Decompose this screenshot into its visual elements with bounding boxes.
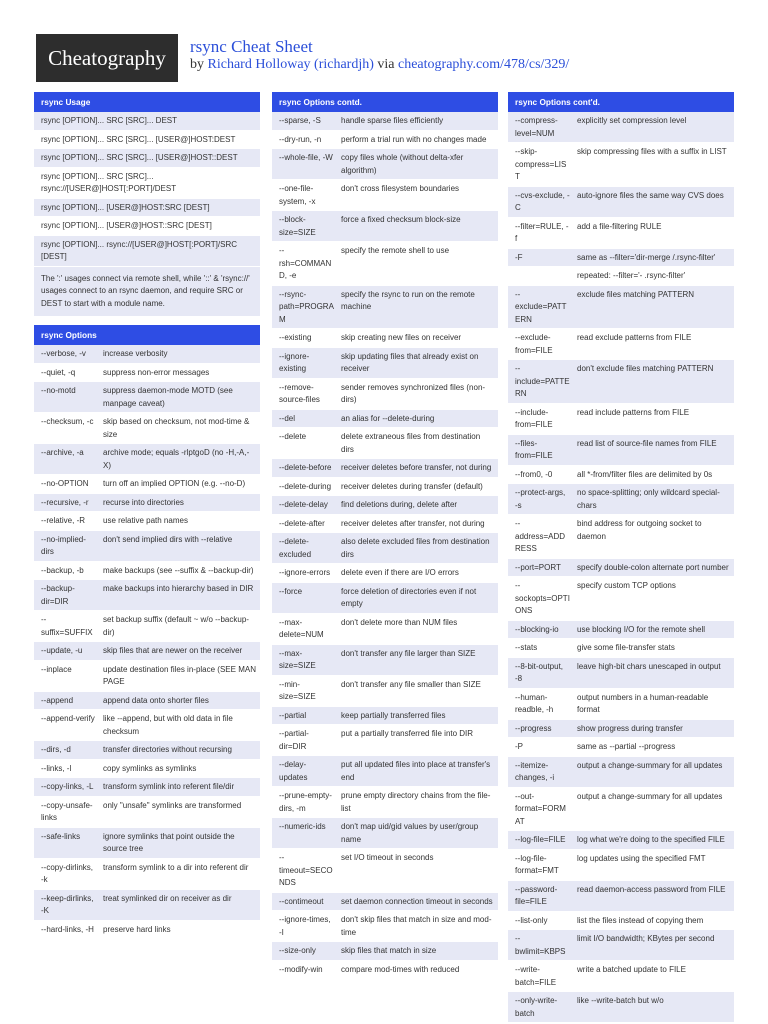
table-row: [272, 112, 498, 130]
option-name: --no-motd: [41, 386, 76, 395]
option-description: give some file-transfer stats: [577, 643, 675, 652]
table-row: [508, 515, 734, 559]
option-description: write a batched update to FILE: [577, 965, 686, 974]
option-description: ignore symlinks that point outside the source tree: [103, 831, 235, 853]
section-title-options-contd-2: rsync Options cont'd.: [508, 92, 734, 112]
table-row: [34, 778, 260, 797]
option-description: make backups (see --suffix & --backup-dir): [103, 565, 254, 575]
option-name: --copy-unsafe-links: [41, 800, 93, 822]
option-description: delete extraneous files from destination dirs: [341, 432, 481, 454]
option-description: update destination files in-place (SEE MAN PAGE: [103, 664, 256, 686]
table-row: [272, 911, 498, 942]
option-name: --no-implied-dirs: [41, 534, 86, 556]
table-row: [34, 345, 260, 363]
table-row: [272, 378, 498, 409]
option-description: skip compressing files with a suffix in LIST: [577, 147, 727, 156]
usage-syntax: rsync [OPTION]... [USER@]HOST:SRC [DEST]: [41, 202, 210, 212]
page-header: [36, 34, 736, 82]
option-description: perform a trial run with no changes made: [341, 134, 487, 144]
option-name: --ignore-existing: [279, 351, 310, 373]
option-name: --stats: [515, 643, 538, 652]
table-row: [272, 180, 498, 211]
option-name: --one-file-system, -x: [279, 184, 316, 206]
section-title-options-contd: rsync Options contd.: [272, 92, 498, 112]
option-description: use relative path names: [103, 516, 188, 525]
option-description: explicitly set compression level: [577, 116, 687, 125]
table-row: [34, 741, 260, 760]
table-row: [508, 620, 734, 639]
option-name: --progress: [515, 723, 552, 733]
table-row: [508, 961, 734, 992]
table-row: [34, 475, 260, 494]
table-row: [34, 796, 260, 827]
option-description: bind address for outgoing socket to daemon: [577, 519, 702, 541]
option-description: specify the rsync to run on the remote machine: [341, 289, 475, 311]
table-row: [272, 582, 498, 613]
table-row: [34, 493, 260, 512]
option-description: increase verbosity: [103, 349, 168, 358]
option-description: treat symlinked dir on receiver as dir: [103, 893, 232, 903]
table-row: [272, 675, 498, 706]
usage-syntax: rsync [OPTION]... [USER@]HOST::SRC [DEST]: [41, 221, 212, 230]
table-row: [34, 642, 260, 661]
option-name: --update, -u: [41, 646, 83, 655]
option-name: --inplace: [41, 664, 72, 674]
option-name: --delete: [279, 432, 307, 441]
option-name: --delete-during: [279, 481, 332, 491]
table-row: [272, 706, 498, 725]
option-name: --safe-links: [41, 831, 81, 841]
table-row: [34, 217, 260, 236]
usage-syntax: rsync [OPTION]... SRC [SRC]... rsync://[USER@]HOST[:PORT]/DEST: [41, 171, 177, 193]
option-name: --append: [41, 695, 74, 705]
table-row: [272, 892, 498, 911]
option-description: don't transfer any file smaller than SIZE: [341, 679, 481, 689]
table-row: [272, 428, 498, 459]
option-name: --address=ADDRESS: [515, 519, 566, 553]
option-description: skip files that match in size: [341, 946, 437, 955]
option-name: --whole-file, -W: [279, 153, 333, 162]
option-name: --backup, -b: [41, 565, 84, 575]
option-description: list the files instead of copying them: [577, 915, 704, 925]
option-name: --only-write-batch: [515, 996, 558, 1018]
table-row: [272, 849, 498, 893]
option-description: transform symlink into referent file/dir: [103, 782, 235, 791]
table-row: [272, 211, 498, 242]
table-row: [34, 112, 260, 130]
table-row: [272, 149, 498, 180]
option-description: compare mod-times with reduced: [341, 964, 460, 974]
option-name: --skip-compress=LIST: [515, 147, 567, 181]
table-row: [272, 329, 498, 348]
option-name: --existing: [279, 333, 312, 342]
byline: [190, 57, 569, 73]
option-description: set I/O timeout in seconds: [341, 853, 434, 862]
option-description: limit I/O bandwidth; KBytes per second: [577, 934, 715, 943]
author-link[interactable]: Richard Holloway (richardjh): [207, 57, 374, 72]
usage-syntax: rsync [OPTION]... SRC [SRC]... DEST: [41, 116, 178, 125]
table-row: [508, 719, 734, 738]
table-row: [34, 413, 260, 444]
table-row: [272, 477, 498, 496]
option-name: --copy-links, -L: [41, 782, 94, 791]
table-row: [34, 561, 260, 580]
option-name: --links, -l: [41, 763, 72, 773]
table-row: [34, 759, 260, 778]
table-row: [34, 691, 260, 710]
table-row: [508, 639, 734, 658]
table-row: [272, 242, 498, 286]
option-description: all *-from/filter files are delimited by 0s: [577, 469, 713, 479]
option-description: read exclude patterns from FILE: [577, 333, 692, 342]
table-row: [34, 530, 260, 561]
option-description: append data onto shorter files: [103, 695, 209, 705]
option-description: use blocking I/O for the remote shell: [577, 624, 706, 634]
option-description: output a change-summary for all updates: [577, 760, 723, 770]
usage-note: The ':' usages connect via remote shell, while '::' & 'rsync://' usages connect to an rsync daemon, and require SRC or DEST to start with a module name.: [34, 267, 260, 317]
option-name: --delete-excluded: [279, 537, 312, 559]
option-name: --size-only: [279, 946, 316, 955]
option-description: don't transfer any file larger than SIZE: [341, 648, 476, 658]
table-row: [508, 217, 734, 248]
option-name: --exclude-from=FILE: [515, 333, 553, 355]
option-name: --include-from=FILE: [515, 407, 553, 429]
table-row: [34, 363, 260, 382]
option-name: -P: [515, 742, 523, 751]
option-description: don't cross filesystem boundaries: [341, 184, 460, 193]
table-row: [508, 831, 734, 850]
table-row: [508, 577, 734, 621]
option-description: skip based on checksum, not mod-time & size: [103, 417, 250, 439]
option-name: --human-readble, -h: [515, 692, 554, 714]
option-description: also delete excluded files from destination dirs: [341, 537, 490, 559]
table-row: [508, 880, 734, 911]
table-row: [508, 930, 734, 961]
table-row: [508, 329, 734, 360]
option-description: transform symlink to a dir into referent dir: [103, 862, 249, 872]
option-name: --verbose, -v: [41, 349, 86, 358]
column-2: [272, 92, 498, 1024]
table-row: [34, 198, 260, 217]
option-description: don't send implied dirs with --relative: [103, 534, 233, 544]
table-row: [34, 858, 260, 889]
table-row: [272, 409, 498, 428]
option-name: --dirs, -d: [41, 745, 71, 754]
option-description: log what we're doing to the specified FILE: [577, 835, 725, 844]
option-description: make backups into hierarchy based in DIR: [103, 584, 254, 593]
option-description: force deletion of directories even if not empty: [341, 586, 477, 608]
option-description: same as --filter='dir-merge /.rsync-filter': [577, 252, 716, 262]
table-row: [508, 143, 734, 187]
option-description: repeated: --filter='- .rsync-filter': [577, 271, 686, 280]
option-description: suppress non-error messages: [103, 367, 210, 377]
option-description: like --append, but with old data in file checksum: [103, 714, 233, 736]
table-row: [508, 267, 734, 286]
table-row: [272, 564, 498, 583]
option-name: --out-format=FORMAT: [515, 791, 566, 826]
option-name: --compress-level=NUM: [515, 116, 558, 138]
option-name: --files-from=FILE: [515, 438, 553, 460]
option-description: auto-ignore files the same way CVS does: [577, 190, 724, 200]
page-title: rsync Cheat Sheet: [190, 37, 313, 56]
option-description: receiver deletes after transfer, not during: [341, 518, 485, 528]
usage-syntax: rsync [OPTION]... SRC [SRC]... [USER@]HOST::DEST: [41, 153, 238, 162]
option-description: an alias for --delete-during: [341, 413, 435, 423]
option-description: don't exclude files matching PATTERN: [577, 364, 714, 373]
table-row: [34, 611, 260, 642]
option-description: exclude files matching PATTERN: [577, 289, 695, 299]
option-description: show progress during transfer: [577, 723, 683, 733]
option-description: set daemon connection timeout in seconds: [341, 896, 493, 906]
option-name: --suffix=SUFFIX: [41, 615, 93, 637]
table-row: [508, 657, 734, 688]
option-description: set backup suffix (default ~ w/o --backup-dir): [103, 615, 249, 637]
option-name: --ignore-errors: [279, 568, 331, 577]
table-row: [272, 459, 498, 478]
option-name: --from0, -0: [515, 469, 553, 479]
option-description: read include patterns from FILE: [577, 407, 690, 417]
option-name: --log-file=FILE: [515, 835, 566, 844]
option-name: --prune-empty-dirs, -m: [279, 791, 332, 813]
table-row: [272, 787, 498, 818]
option-name: --partial-dir=DIR: [279, 729, 309, 751]
usage-table: [34, 112, 260, 267]
option-description: suppress daemon-mode MOTD (see manpage caveat): [103, 386, 233, 408]
table-row: [34, 580, 260, 611]
option-description: don't skip files that match in size and mod-time: [341, 915, 492, 937]
column-1: [34, 92, 260, 1024]
option-description: put a partially transferred file into DIR: [341, 729, 474, 738]
table-row: [508, 285, 734, 329]
table-row: [34, 130, 260, 149]
option-name: --append-verify: [41, 714, 95, 723]
sheet-url-link[interactable]: cheatography.com/478/cs/329/: [398, 57, 570, 72]
option-name: --backup-dir=DIR: [41, 584, 75, 606]
option-name: --write-batch=FILE: [515, 965, 557, 987]
option-name: --quiet, -q: [41, 367, 76, 377]
table-row: [34, 382, 260, 413]
option-description: find deletions during, delete after: [341, 500, 458, 509]
option-description: read daemon-access password from FILE: [577, 884, 726, 894]
table-row: [508, 558, 734, 577]
option-name: --numeric-ids: [279, 822, 326, 831]
option-name: --list-only: [515, 915, 548, 925]
option-description: skip creating new files on receiver: [341, 333, 462, 342]
column-3: [508, 92, 734, 1024]
option-description: only "unsafe" symlinks are transformed: [103, 800, 242, 810]
option-name: --password-file=FILE: [515, 884, 558, 906]
section-title-options: rsync Options: [34, 325, 260, 345]
option-description: no space-splitting; only wildcard special-chars: [577, 488, 720, 510]
table-row: [34, 512, 260, 531]
table-row: [272, 285, 498, 329]
option-name: -F: [515, 252, 523, 262]
table-row: [508, 688, 734, 719]
table-row: [508, 112, 734, 143]
option-name: --cvs-exclude, -C: [515, 190, 570, 212]
option-name: --ignore-times, -I: [279, 915, 331, 937]
option-name: --relative, -R: [41, 516, 86, 525]
option-name: --rsync-path=PROGRAM: [279, 289, 334, 324]
table-row: [508, 360, 734, 404]
table-row: [34, 920, 260, 939]
option-name: --force: [279, 586, 303, 596]
option-name: --min-size=SIZE: [279, 679, 316, 701]
table-row: [508, 756, 734, 787]
option-description: specify the remote shell to use: [341, 246, 450, 255]
table-row: [508, 403, 734, 434]
table-row: [272, 725, 498, 756]
option-name: --itemize-changes, -i: [515, 760, 555, 782]
option-name: --no-OPTION: [41, 479, 89, 488]
table-row: [34, 889, 260, 920]
option-description: same as --partial --progress: [577, 742, 676, 751]
table-row: [272, 960, 498, 979]
option-description: preserve hard links: [103, 924, 171, 934]
table-row: [34, 444, 260, 475]
table-row: [272, 533, 498, 564]
option-description: add a file-filtering RULE: [577, 221, 662, 231]
table-row: [508, 992, 734, 1023]
option-name: --delete-after: [279, 518, 325, 528]
option-name: --delete-delay: [279, 500, 328, 509]
options-table: [34, 345, 260, 939]
table-row: [508, 787, 734, 831]
option-name: --exclude=PATTERN: [515, 289, 567, 324]
option-name: --log-file-format=FMT: [515, 853, 559, 875]
table-row: [34, 167, 260, 198]
option-description: force a fixed checksum block-size: [341, 215, 461, 224]
option-name: --bwlimit=KBPS: [515, 934, 566, 956]
option-description: prune empty directory chains from the file-list: [341, 791, 491, 813]
table-row: [272, 644, 498, 675]
option-description: leave high-bit chars unescaped in output: [577, 661, 721, 671]
option-description: copy files whole (without delta-xfer algorithm): [341, 153, 464, 175]
table-row: [272, 818, 498, 849]
option-description: delete even if there are I/O errors: [341, 568, 459, 577]
table-row: [272, 514, 498, 533]
option-name: --filter=RULE, -f: [515, 221, 569, 243]
table-row: [272, 130, 498, 149]
option-name: --include=PATTERN: [515, 364, 570, 398]
option-name: --blocking-io: [515, 624, 559, 634]
option-description: copy symlinks as symlinks: [103, 763, 197, 773]
option-name: --delay-updates: [279, 760, 308, 782]
byline-via: via: [373, 57, 398, 72]
option-description: put all updated files into place at transfer's end: [341, 760, 491, 782]
option-name: --recursive, -r: [41, 497, 89, 507]
option-name: --rsh=COMMAND, -e: [279, 246, 332, 280]
option-name: --block-size=SIZE: [279, 215, 316, 237]
option-description: skip files that are newer on the receiver: [103, 646, 243, 655]
option-name: --del: [279, 413, 296, 423]
table-row: [508, 186, 734, 217]
cheatography-logo[interactable]: Cheatography: [36, 34, 178, 82]
options-contd-table: [272, 112, 498, 979]
table-row: [272, 496, 498, 515]
table-row: [34, 660, 260, 691]
option-name: --remove-source-files: [279, 382, 320, 404]
table-row: [272, 613, 498, 644]
option-description: read list of source-file names from FILE: [577, 438, 717, 448]
option-name: --partial: [279, 710, 307, 720]
table-row: [508, 484, 734, 515]
table-row: [508, 849, 734, 880]
option-description: skip updating files that already exist on receiver: [341, 351, 479, 373]
table-row: [508, 911, 734, 930]
option-name: --sockopts=OPTIONS: [515, 581, 570, 615]
table-row: [34, 710, 260, 741]
option-description: log updates using the specified FMT: [577, 853, 706, 863]
option-description: receiver deletes before transfer, not during: [341, 463, 492, 472]
option-name: --copy-dirlinks, -k: [41, 862, 94, 884]
table-row: [34, 149, 260, 168]
table-row: [34, 235, 260, 266]
table-row: [508, 434, 734, 465]
option-description: output a change-summary for all updates: [577, 791, 723, 801]
usage-syntax: rsync [OPTION]... SRC [SRC]... [USER@]HOST:DEST: [41, 134, 236, 144]
option-description: don't delete more than NUM files: [341, 617, 458, 627]
option-name: [508, 267, 574, 286]
option-description: recurse into directories: [103, 497, 184, 507]
option-description: sender removes synchronized files (non-dirs): [341, 382, 486, 404]
table-row: [34, 827, 260, 858]
option-description: output numbers in a human-readable format: [577, 692, 709, 714]
option-name: --contimeout: [279, 896, 324, 906]
option-name: --keep-dirlinks, -K: [41, 893, 94, 915]
table-row: [272, 347, 498, 378]
table-row: [272, 756, 498, 787]
option-name: --8-bit-output, -8: [515, 661, 564, 683]
option-description: specify custom TCP options: [577, 581, 676, 590]
option-description: transfer directories without recursing: [103, 745, 232, 754]
table-row: [508, 248, 734, 267]
usage-syntax: rsync [OPTION]... rsync://[USER@]HOST[:PORT]/SRC [DEST]: [41, 239, 237, 261]
option-description: receiver deletes during transfer (default): [341, 481, 483, 491]
option-name: --archive, -a: [41, 448, 84, 457]
option-name: --max-size=SIZE: [279, 648, 316, 670]
option-name: --hard-links, -H: [41, 924, 94, 934]
option-name: --dry-run, -n: [279, 134, 322, 144]
option-description: turn off an implied OPTION (e.g. --no-D): [103, 479, 246, 488]
option-description: keep partially transferred files: [341, 710, 446, 720]
options-contd-2-table: [508, 112, 734, 1023]
table-row: [508, 465, 734, 484]
option-name: --sparse, -S: [279, 116, 321, 125]
option-name: --max-delete=NUM: [279, 617, 324, 639]
option-name: --timeout=SECONDS: [279, 853, 333, 887]
option-description: handle sparse files efficiently: [341, 116, 444, 125]
option-name: --port=PORT: [515, 562, 561, 572]
option-name: --delete-before: [279, 463, 332, 472]
option-description: archive mode; equals -rlptgoD (no -H,-A,-X): [103, 448, 250, 470]
option-name: --checksum, -c: [41, 417, 94, 426]
option-description: specify double-colon alternate port number: [577, 562, 729, 572]
table-row: [508, 738, 734, 757]
table-row: [272, 942, 498, 961]
section-title-usage: rsync Usage: [34, 92, 260, 112]
option-description: don't map uid/gid values by user/group name: [341, 822, 479, 844]
option-description: like --write-batch but w/o: [577, 996, 664, 1005]
option-name: --modify-win: [279, 964, 323, 974]
option-name: --protect-args, -s: [515, 488, 566, 510]
byline-prefix: by: [190, 57, 208, 72]
